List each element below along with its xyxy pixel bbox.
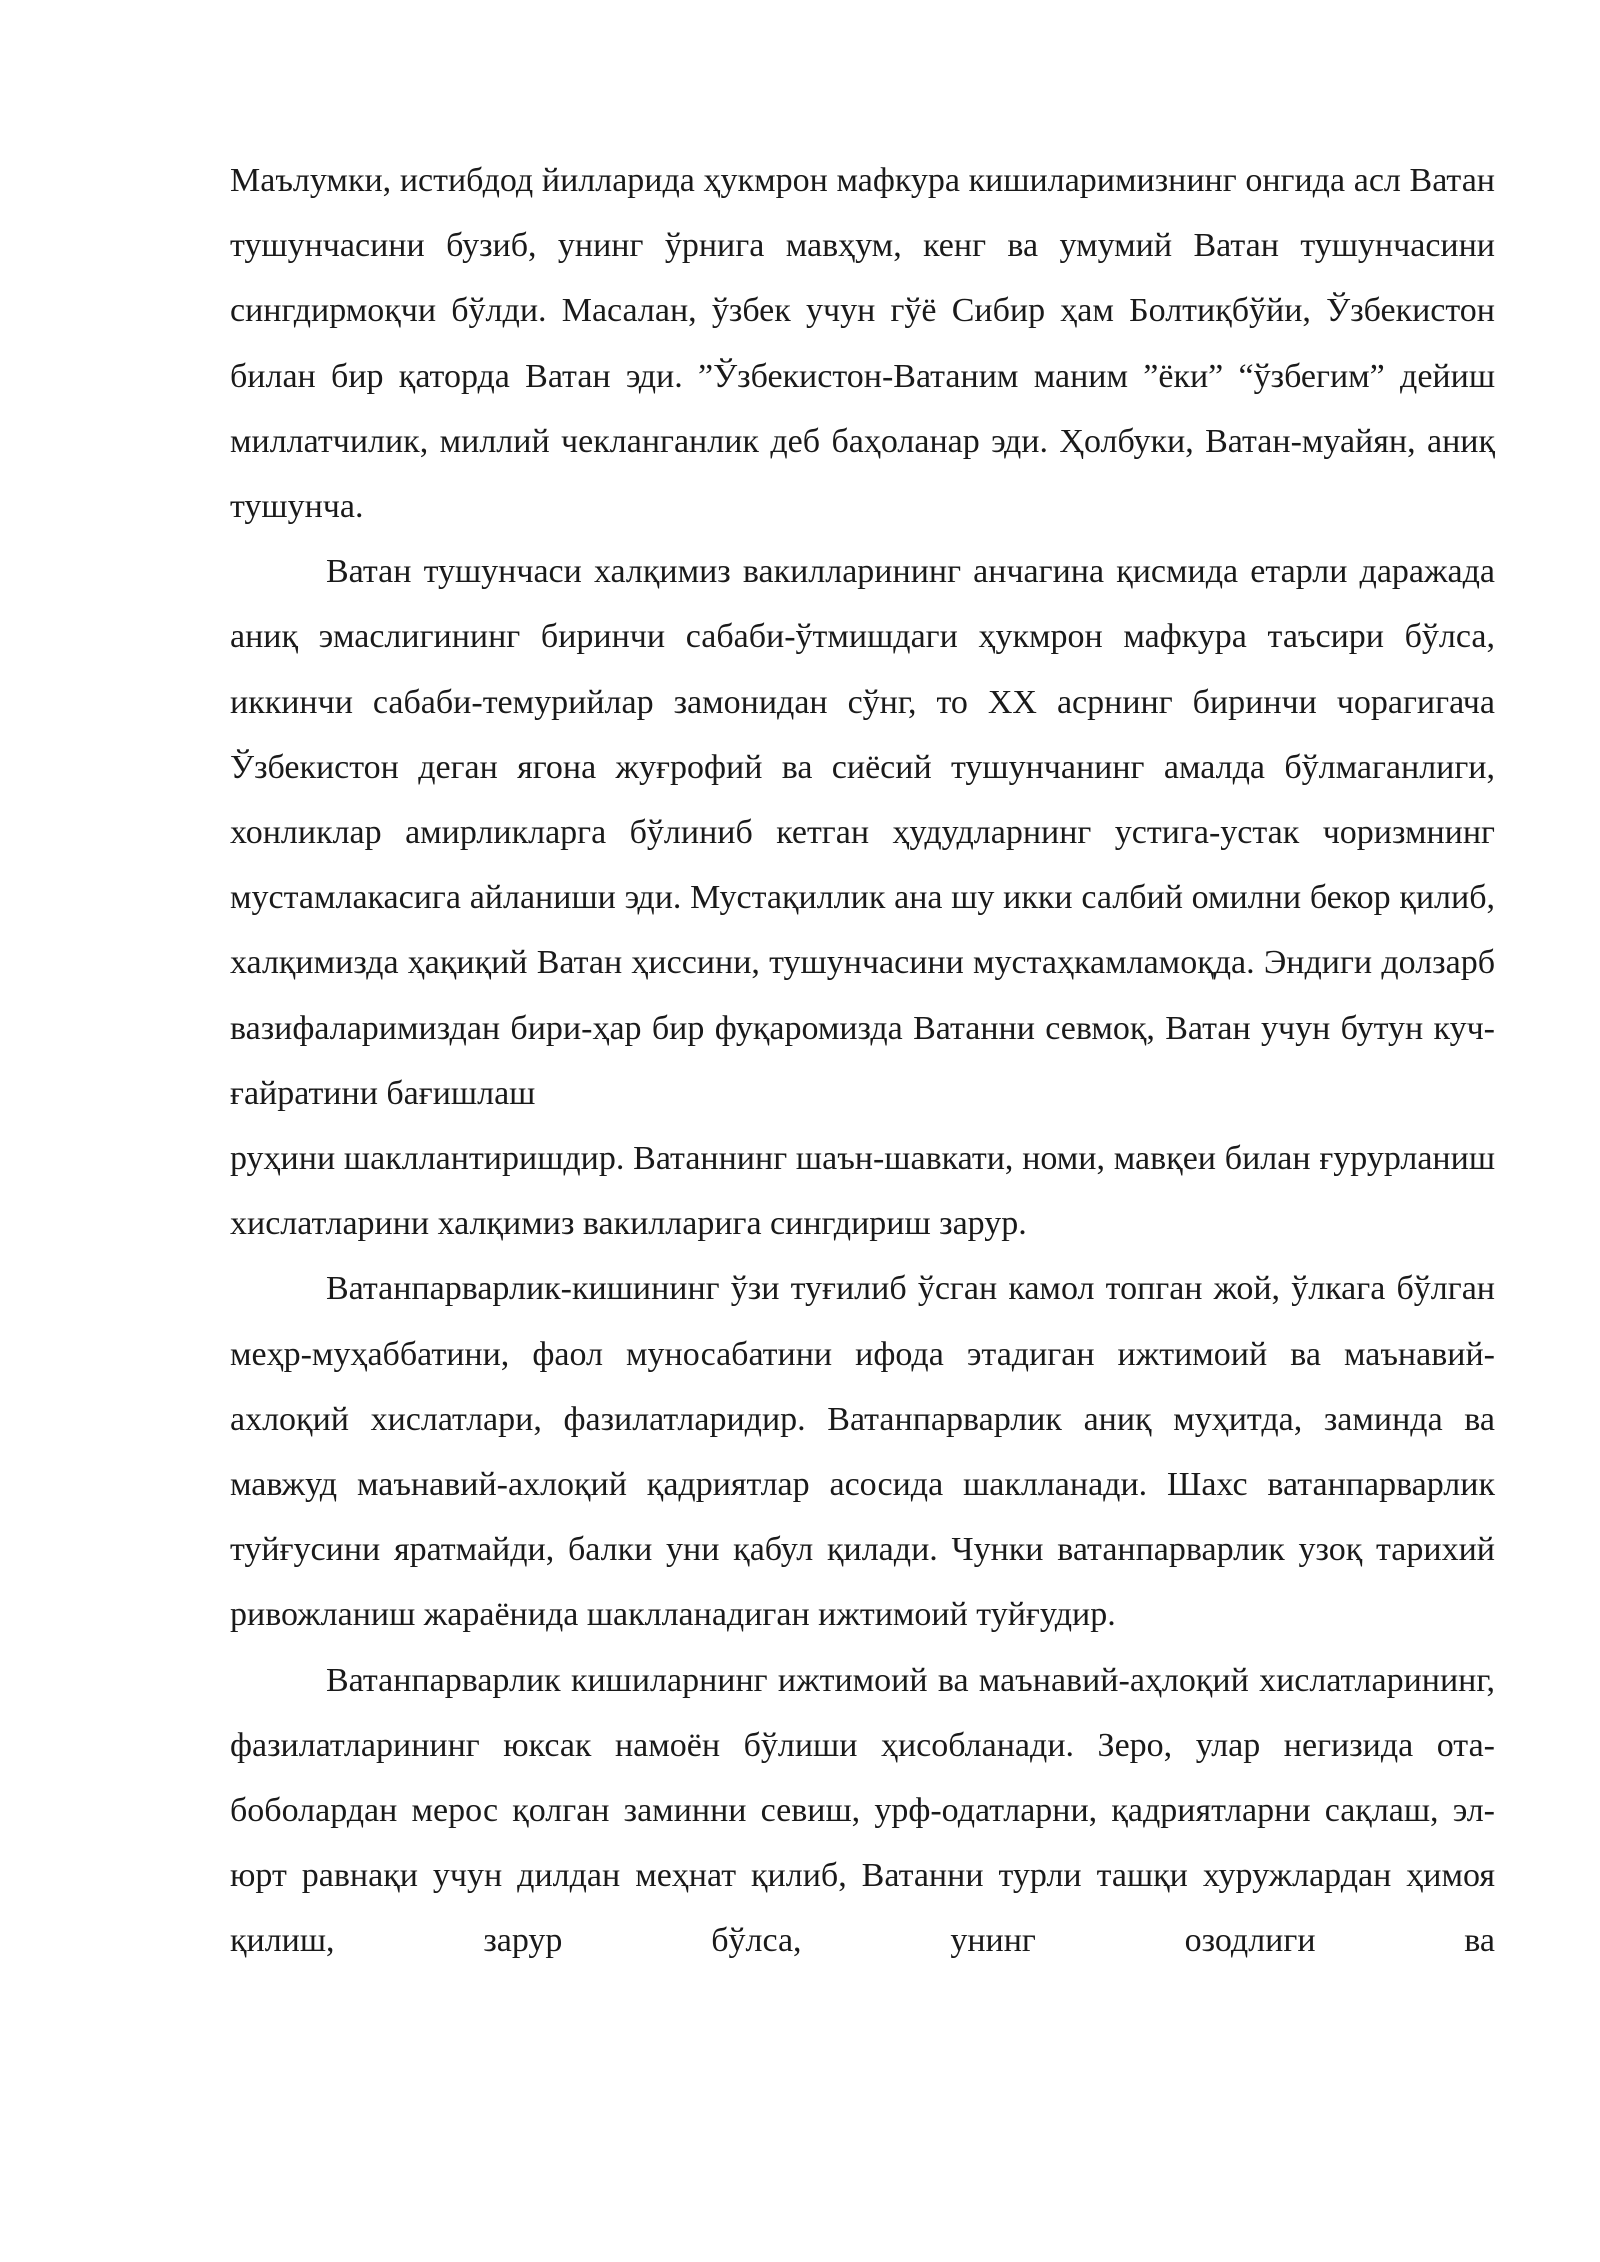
paragraph-4: Ватанпарварлик-кишининг ўзи туғилиб ўсган камол топган жой, ўлкага бўлган меҳр-муҳаббатини, фаол муносабатини ифода этадиган ижтимоий ва маънавий-ахлоқий хислатлари, фазилатларидир. Ватанпарварлик аниқ муҳитда, заминда ва мавжуд маънавий-ахлоқий қадриятлар асосида шаклланади. Шахс ватанпарварлик туйғусини яратмайди, балки уни қабул қилади. Чунки ватанпарварлик узоқ тарихий ривожланиш жараёнида шаклланадиган ижтимоий туйғудир. [230,1270,1495,1634]
document-body [230,148,1495,1974]
paragraph-2: Ватан тушунчаси халқимиз вакилларининг анчагина қисмида етарли даражада аниқ эмаслигининг биринчи сабаби-ўтмишдаги ҳукмрон мафкура таъсири бўлса, иккинчи сабаби-темурийлар замонидан сўнг, то ХХ асрнинг биринчи чорагигача Ўзбекистон деган ягона жуғрофий ва сиёсий тушунчанинг амалда бўлмаганлиги, хонликлар амирликларга бўлиниб кетган ҳудудларнинг устига-устак чоризмнинг мустамлакасига айланиши эди. Мустақиллик ана шу икки салбий омилни бекор қилиб, халқимизда ҳақиқий Ватан ҳиссини, тушунчасини мустаҳкамламоқда. Эндиги долзарб вазифаларимиздан бири-ҳар бир фуқаромизда Ватанни севмоқ, Ватан учун бутун куч-ғайратини бағишлаш [230,553,1495,1112]
paragraph-3: руҳини шакллантиришдир. Ватаннинг шаън-шавкати, номи, мавқеи билан ғурурланиш хислатларини халқимиз вакилларига сингдириш зарур. [230,1140,1495,1243]
paragraph-5: Ватанпарварлик кишиларнинг ижтимоий ва маънавий-аҳлоқий хислатларининг, фазилатларининг юксак намоён бўлиши ҳисобланади. Зеро, улар негизида ота-боболардан мерос қолган заминни севиш, урф-одатларни, қадриятларни сақлаш, эл-юрт равнақи учун дилдан меҳнат қилиб, Ватанни турли ташқи хуружлардан ҳимоя қилиш, зарур бўлса, унинг озодлиги ва [230,1661,1495,1960]
paragraph-1: Маълумки, истибдод йилларида ҳукмрон мафкура кишиларимизнинг онгида асл Ватан тушунчасини бузиб, унинг ўрнига мавҳум, кенг ва умумий Ватан тушунчасини сингдирмоқчи бўлди. Масалан, ўзбек учун гўё Сибир ҳам Болтиқбўйи, Ўзбекистон билан бир қаторда Ватан эди. ”Ўзбекистон-Ватаним маним ”ёки” “ўзбегим” дейиш миллатчилик, миллий чекланганлик деб баҳоланар эди. Ҳолбуки, Ватан-муайян, аниқ тушунча. [230,162,1495,526]
